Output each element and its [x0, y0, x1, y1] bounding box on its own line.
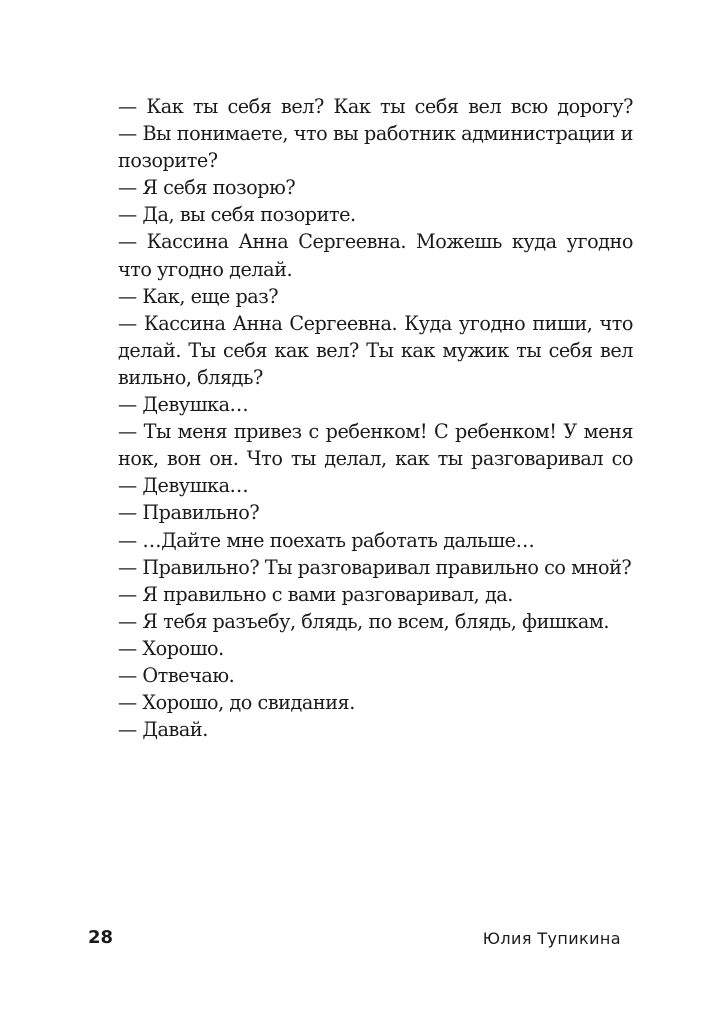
text-line: — Как ты себя вел? Как ты себя вел всю дорогу?	[118, 95, 633, 118]
text-line: — Ты меня привез с ребенком! С ребенком! У меня	[118, 420, 633, 444]
text-line: — Давай.	[118, 718, 208, 742]
text-line: вильно, блядь?	[118, 365, 263, 389]
text-line: — Отвечаю.	[118, 663, 235, 687]
text-line: — Я правильно с вами разговаривал, да.	[118, 582, 513, 606]
text-line: — Девушка…	[118, 393, 249, 417]
text-line: что угодно делай.	[118, 257, 293, 281]
text-line: — Хорошо, до свидания.	[118, 691, 355, 715]
text-line: — Кассина Анна Сергеевна. Можешь куда угодно	[118, 230, 633, 254]
text-line: — Правильно?	[118, 501, 260, 525]
text-line: — Хорошо.	[118, 636, 224, 660]
text-line: — …Дайте мне поехать работать дальше…	[118, 528, 535, 552]
text-line: — Вы понимаете, что вы работник администрации и	[118, 122, 633, 146]
text-line: позорите?	[118, 149, 218, 173]
dialogue-text	[118, 93, 633, 743]
page-number: 28	[88, 927, 114, 948]
text-line: — Как, еще раз?	[118, 284, 279, 308]
text-line: делай. Ты себя как вел? Ты как мужик ты себя вел	[118, 338, 633, 362]
text-line: — Правильно? Ты разговаривал правильно со мной?	[118, 555, 632, 579]
text-line: нок, вон он. Что ты делал, как ты разговаривал со	[118, 447, 633, 471]
text-line: — Кассина Анна Сергеевна. Куда угодно пиши, что	[118, 311, 633, 335]
text-line: — Я тебя разъебу, блядь, по всем, блядь, фишкам.	[118, 609, 609, 633]
running-footer-author: Юлия Тупикина	[482, 929, 621, 948]
text-line: — Я себя позорю?	[118, 176, 296, 200]
text-line: — Девушка…	[118, 474, 249, 498]
text-line: — Да, вы себя позорите.	[118, 203, 356, 227]
